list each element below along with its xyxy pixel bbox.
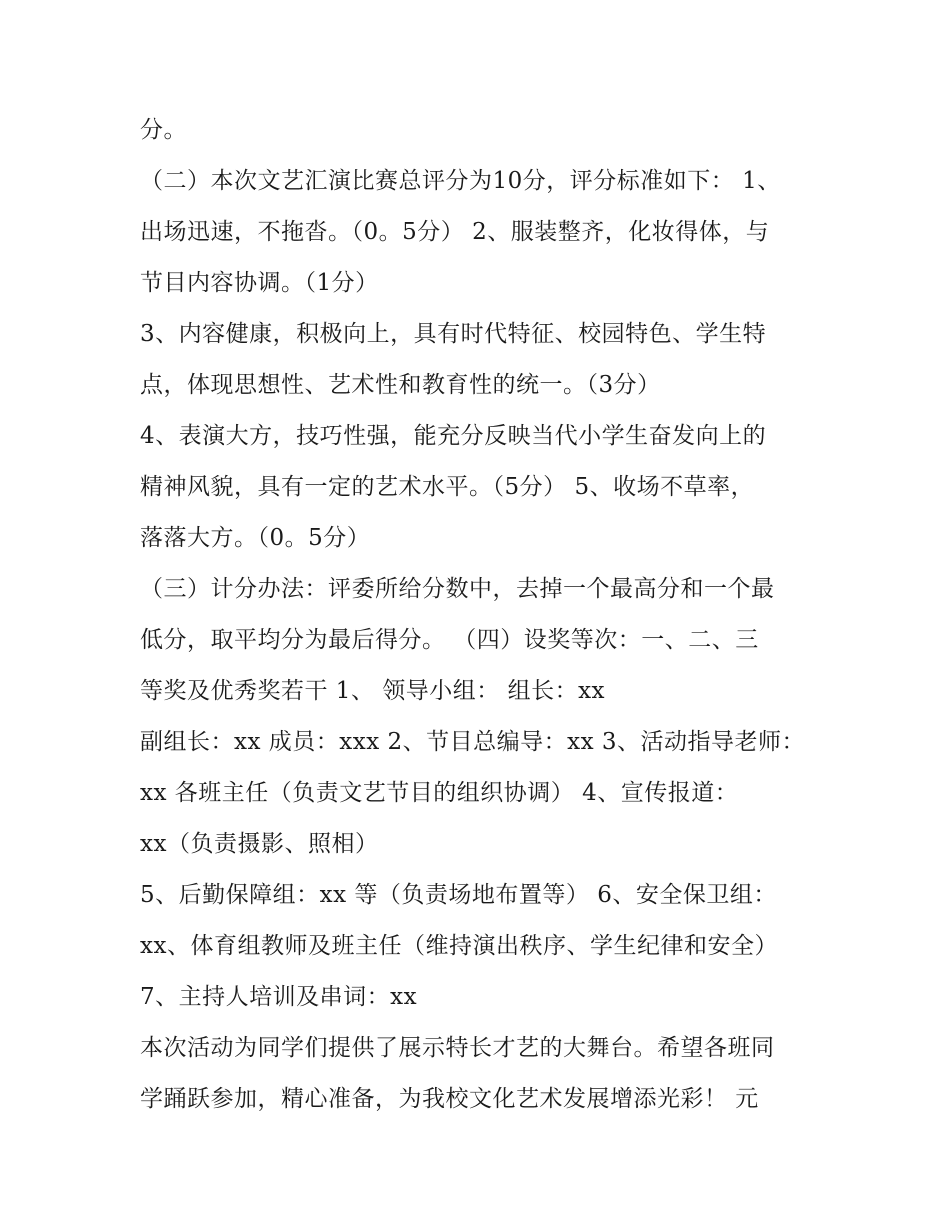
text-line: 7、主持人培训及串词：xx [140, 984, 418, 1010]
text-line: 等奖及优秀奖若干 1、 领导小组： 组长：xx [140, 678, 606, 704]
text-line: 3、内容健康，积极向上，具有时代特征、校园特色、学生特 [140, 321, 767, 347]
text-line: 出场迅速，不拖沓。（0。5分） 2、服装整齐，化妆得体，与 [140, 219, 770, 245]
text-line: 分。 [140, 117, 187, 143]
text-line: xx 各班主任（负责文艺节目的组织协调） 4、宣传报道： [140, 780, 739, 806]
text-line: （三）计分办法：评委所给分数中，去掉一个最高分和一个最 [140, 576, 775, 602]
text-line: 副组长：xx 成员：xxx 2、节目总编导：xx 3、活动指导老师： [140, 729, 805, 755]
text-line: xx、体育组教师及班主任（维持演出秩序、学生纪律和安全） [140, 933, 778, 959]
document-body [140, 105, 830, 1125]
text-line: xx（负责摄影、照相） [140, 831, 379, 857]
text-line: 低分，取平均分为最后得分。 （四）设奖等次：一、二、三 [140, 627, 759, 653]
text-line: 节目内容协调。（1分） [140, 270, 379, 296]
text-line: （二）本次文艺汇演比赛总评分为10分，评分标准如下： 1、 [140, 168, 781, 194]
text-line: 4、表演大方，技巧性强，能充分反映当代小学生奋发向上的 [140, 423, 767, 449]
text-line: 落落大方。（0。5分） [140, 525, 371, 551]
text-line: 学踊跃参加，精心准备，为我校文化艺术发展增添光彩！ 元 [140, 1086, 759, 1112]
text-line: 本次活动为同学们提供了展示特长才艺的大舞台。希望各班同 [140, 1035, 775, 1061]
text-line: 点，体现思想性、艺术性和教育性的统一。（3分） [140, 372, 661, 398]
text-line: 5、后勤保障组：xx 等（负责场地布置等） 6、安全保卫组： [140, 882, 777, 908]
text-line: 精神风貌，具有一定的艺术水平。（5分） 5、收场不草率， [140, 474, 755, 500]
